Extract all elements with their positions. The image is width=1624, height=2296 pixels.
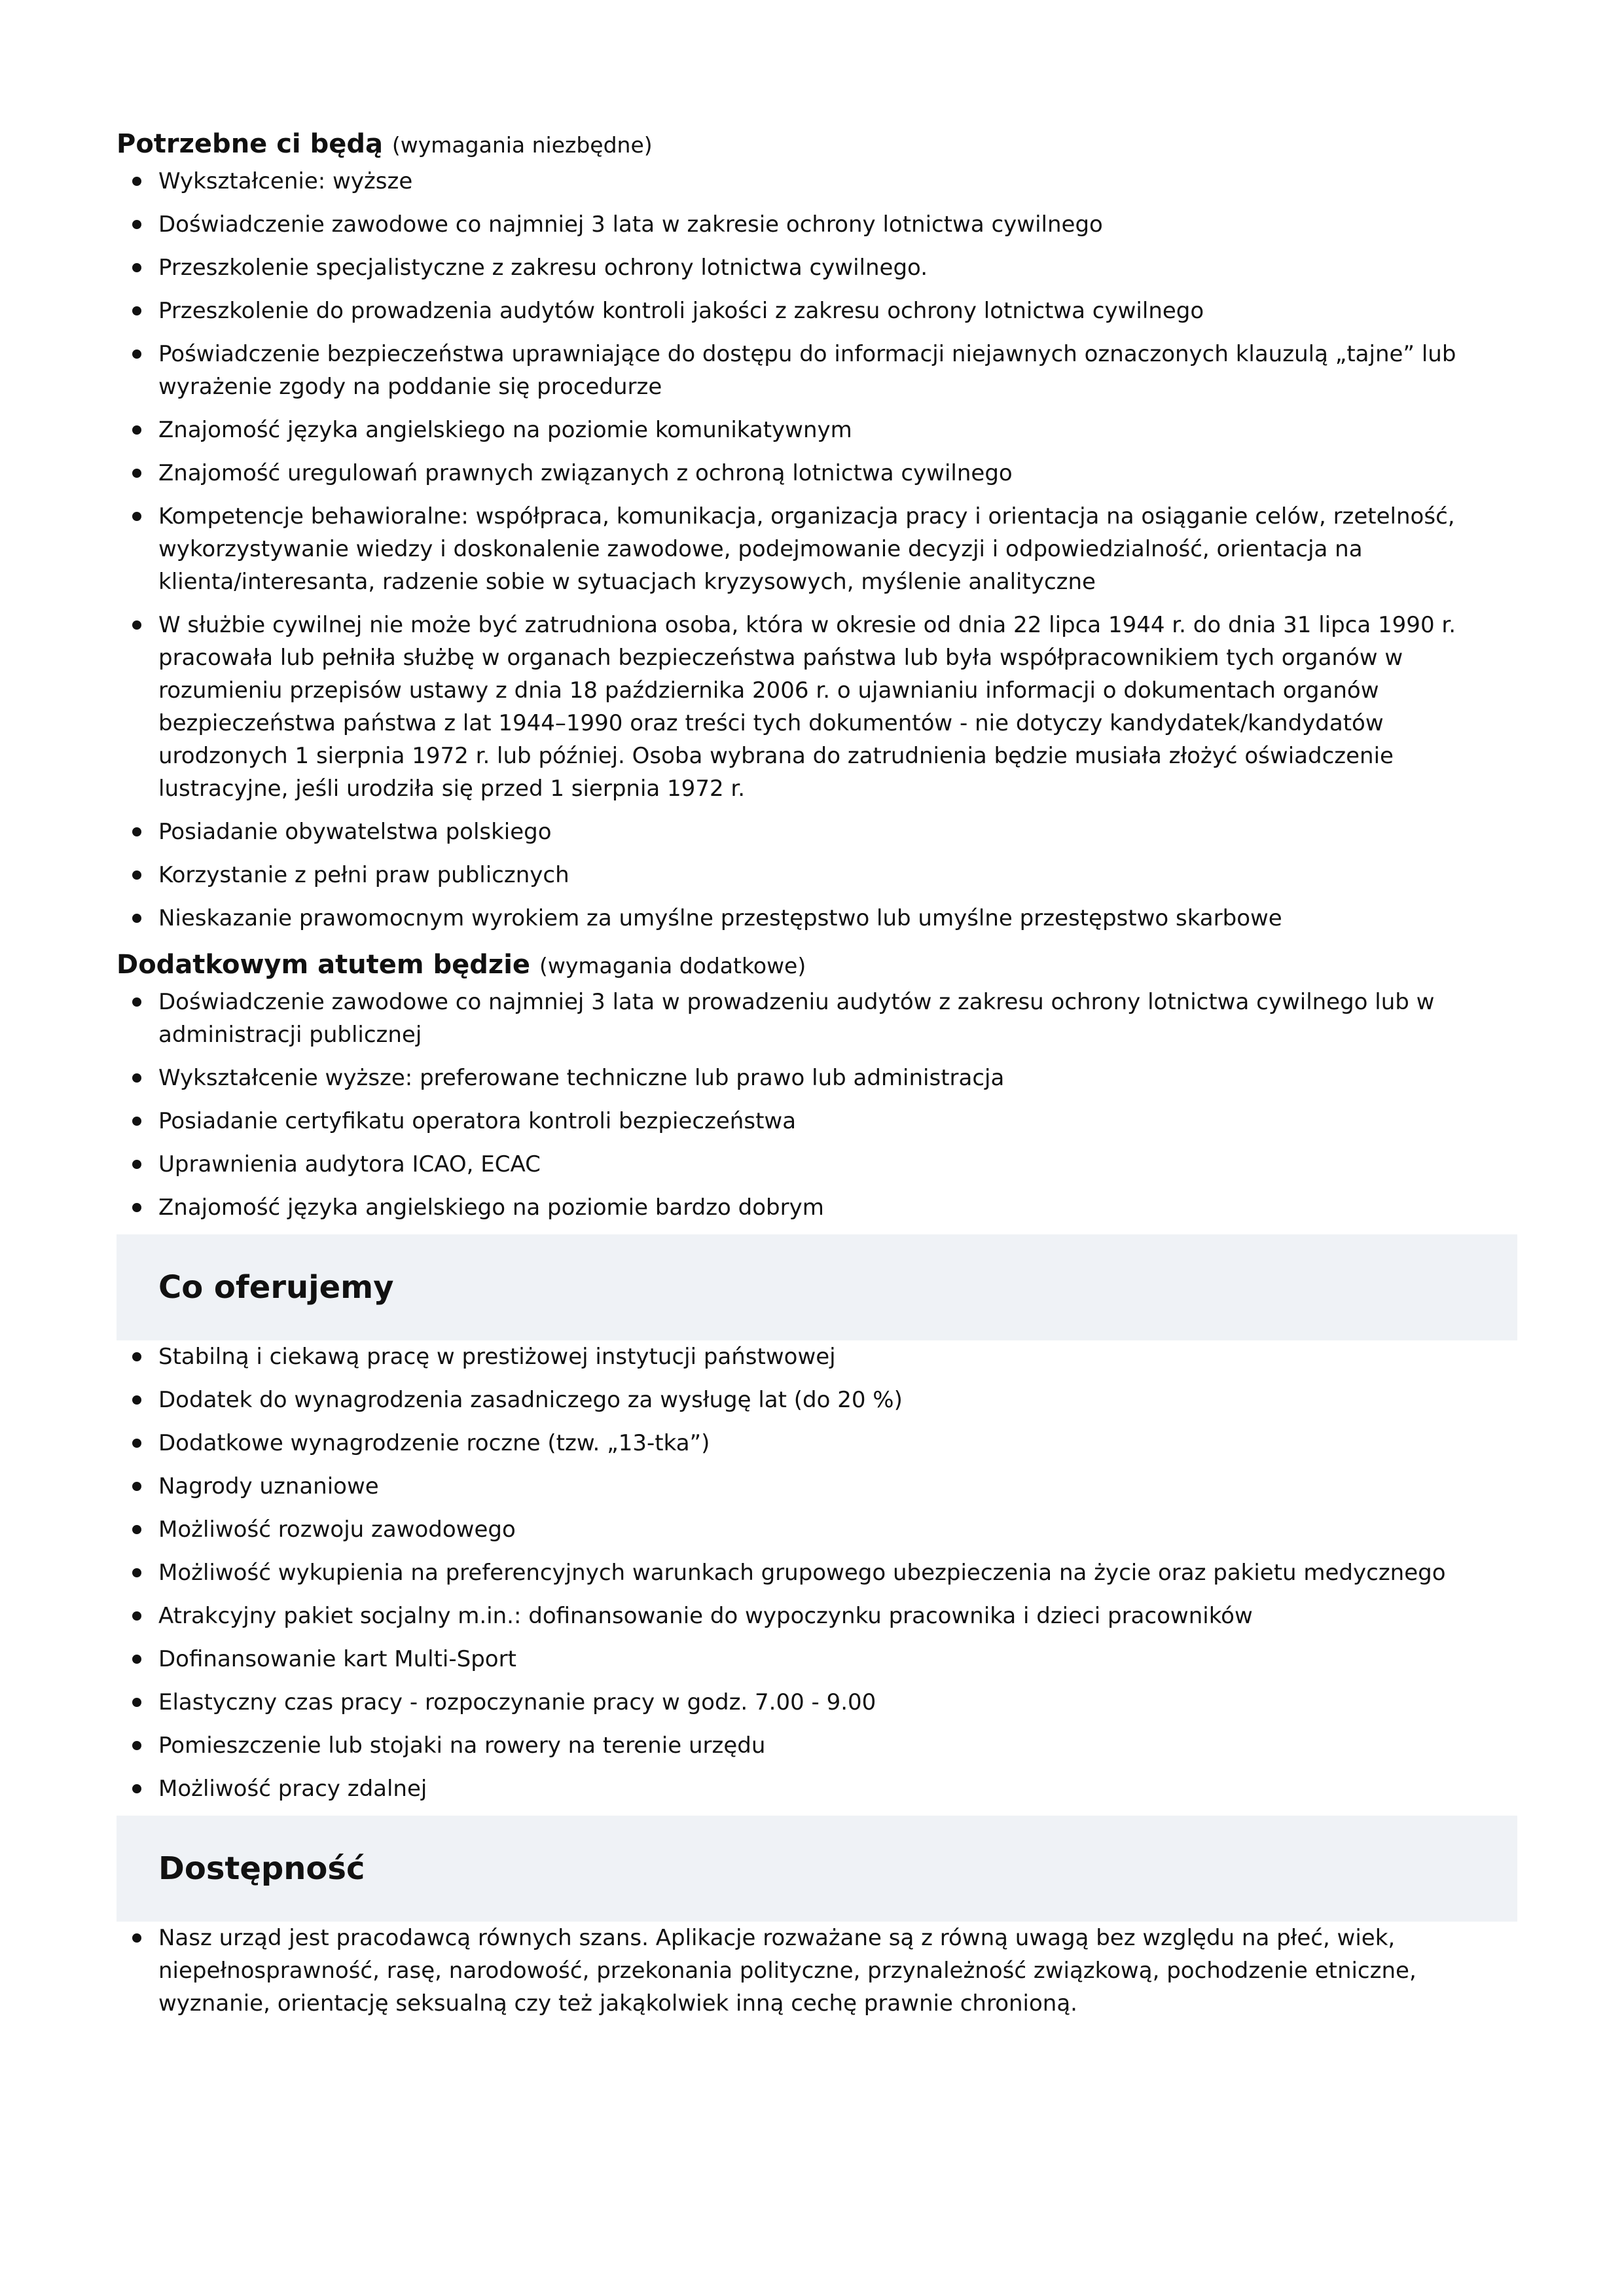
required-list [117, 165, 1517, 935]
list-item: Korzystanie z pełni praw publicznych [117, 859, 1517, 891]
list-item: W służbie cywilnej nie może być zatrudniona osoba, która w okresie od dnia 22 lipca 1944 r. do dnia 31 lipca 1990 r. pracowała lub pełniła służbę w organach bezpieczeństwa państwa lub była współpracownikiem tych organów w rozumieniu przepisów ustawy z dnia 18 października 2006 r. o ujawnianiu informacji o dokumentach organów bezpieczeństwa państwa z lat 1944–1990 oraz treści tych dokumentów - nie dotyczy kandydatek/kandydatów urodzonych 1 sierpnia 1972 r. lub później. Osoba wybrana do zatrudnienia będzie musiała złożyć oświadczenie lustracyjne, jeśli urodziła się przed 1 sierpnia 1972 r. [117, 609, 1517, 805]
list-item: Posiadanie obywatelstwa polskiego [117, 816, 1517, 848]
list-item: Możliwość rozwoju zawodowego [117, 1513, 1517, 1546]
job-offer-document [117, 124, 1517, 2030]
additional-heading [117, 945, 1517, 986]
required-heading-subtitle: (wymagania niezbędne) [391, 132, 653, 158]
list-item: Możliwość pracy zdalnej [117, 1772, 1517, 1805]
additional-heading-subtitle: (wymagania dodatkowe) [539, 953, 806, 978]
list-item: Znajomość języka angielskiego na poziomie bardzo dobrym [117, 1191, 1517, 1224]
list-item: Uprawnienia audytora ICAO, ECAC [117, 1148, 1517, 1181]
list-item: Dofinansowanie kart Multi-Sport [117, 1643, 1517, 1676]
list-item: Stabilną i ciekawą pracę w prestiżowej instytucji państwowej [117, 1340, 1517, 1373]
accessibility-section-header [117, 1816, 1517, 1922]
list-item: Przeszkolenie specjalistyczne z zakresu ochrony lotnictwa cywilnego. [117, 251, 1517, 284]
list-item: Dodatkowe wynagrodzenie roczne (tzw. „13-tka”) [117, 1427, 1517, 1460]
list-item: Nasz urząd jest pracodawcą równych szans. Aplikacje rozważane są z równą uwagą bez względu na płeć, wiek, niepełnosprawność, rasę, narodowość, przekonania polityczne, przynależność związkową, pochodzenie etniczne, wyznanie, orientację seksualną czy też jakąkolwiek inną cechę prawnie chronioną. [117, 1922, 1517, 2020]
required-heading-title: Potrzebne ci będą [117, 129, 383, 159]
list-item: Doświadczenie zawodowe co najmniej 3 lata w zakresie ochrony lotnictwa cywilnego [117, 208, 1517, 241]
list-item: Poświadczenie bezpieczeństwa uprawniające do dostępu do informacji niejawnych oznaczonych klauzulą „tajne” lub wyrażenie zgody na poddanie się procedurze [117, 338, 1517, 403]
list-item: Elastyczny czas pracy - rozpoczynanie pracy w godz. 7.00 - 9.00 [117, 1686, 1517, 1719]
list-item: Atrakcyjny pakiet socjalny m.in.: dofinansowanie do wypoczynku pracownika i dzieci pracowników [117, 1600, 1517, 1632]
additional-heading-title: Dodatkowym atutem będzie [117, 950, 531, 980]
list-item: Pomieszczenie lub stojaki na rowery na terenie urzędu [117, 1729, 1517, 1762]
list-item: Wykształcenie: wyższe [117, 165, 1517, 198]
list-item: Kompetencje behawioralne: współpraca, komunikacja, organizacja pracy i orientacja na osiąganie celów, rzetelność, wykorzystywanie wiedzy i doskonalenie zawodowe, podejmowanie decyzji i odpowiedzialność, orientacja na klienta/interesanta, radzenie sobie w sytuacjach kryzysowych, myślenie analityczne [117, 500, 1517, 598]
list-item: Przeszkolenie do prowadzenia audytów kontroli jakości z zakresu ochrony lotnictwa cywilnego [117, 295, 1517, 327]
list-item: Wykształcenie wyższe: preferowane techniczne lub prawo lub administracja [117, 1062, 1517, 1094]
additional-list [117, 986, 1517, 1224]
list-item: Znajomość języka angielskiego na poziomie komunikatywnym [117, 414, 1517, 446]
list-item: Znajomość uregulowań prawnych związanych z ochroną lotnictwa cywilnego [117, 457, 1517, 490]
list-item: Posiadanie certyfikatu operatora kontroli bezpieczeństwa [117, 1105, 1517, 1138]
required-heading [117, 124, 1517, 165]
list-item: Dodatek do wynagrodzenia zasadniczego za wysługę lat (do 20 %) [117, 1384, 1517, 1416]
list-item: Doświadczenie zawodowe co najmniej 3 lata w prowadzeniu audytów z zakresu ochrony lotnictwa cywilnego lub w administracji publicznej [117, 986, 1517, 1051]
offer-section-header [117, 1234, 1517, 1340]
accessibility-heading: Dostępność [158, 1850, 365, 1887]
list-item: Nagrody uznaniowe [117, 1470, 1517, 1503]
offer-list [117, 1340, 1517, 1805]
list-item: Możliwość wykupienia na preferencyjnych warunkach grupowego ubezpieczenia na życie oraz pakietu medycznego [117, 1556, 1517, 1589]
accessibility-list [117, 1922, 1517, 2020]
offer-heading: Co oferujemy [158, 1269, 394, 1306]
list-item: Nieskazanie prawomocnym wyrokiem za umyślne przestępstwo lub umyślne przestępstwo skarbowe [117, 902, 1517, 935]
